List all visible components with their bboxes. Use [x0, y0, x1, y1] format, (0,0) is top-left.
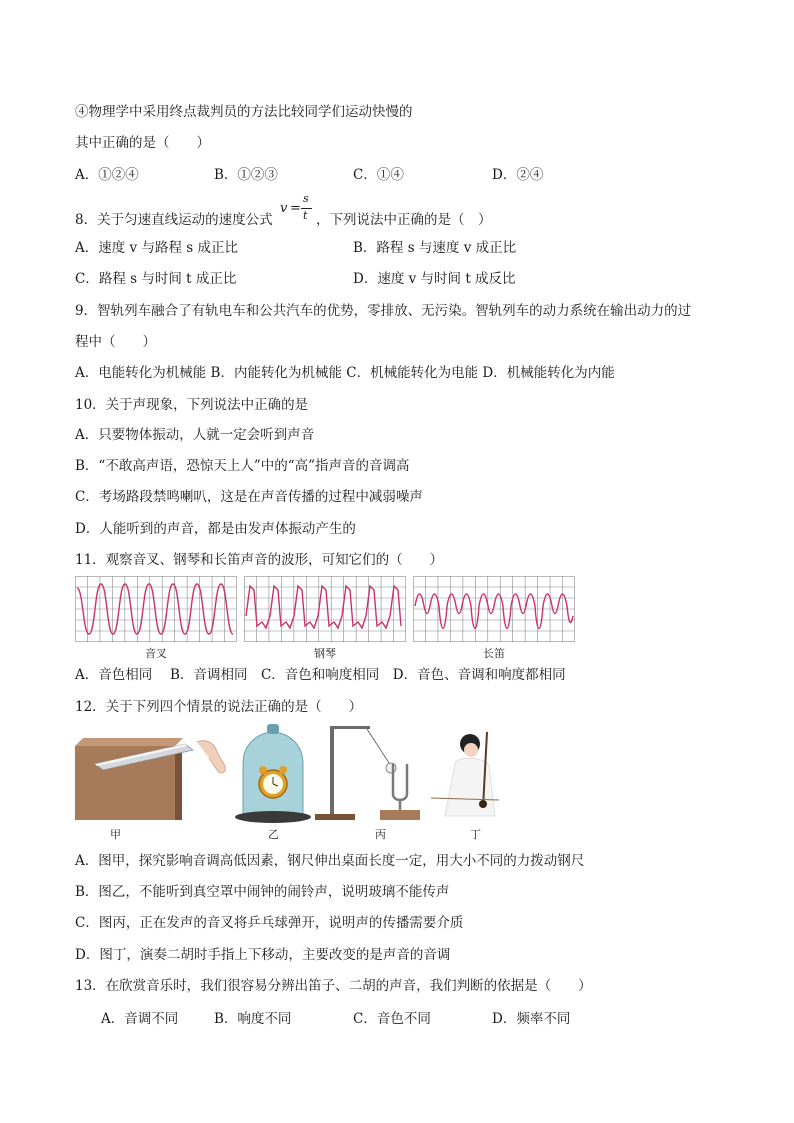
q10-stem: 10．关于声现象，下列说法中正确的是 [75, 397, 309, 413]
fig-label-yi: 乙 [268, 828, 279, 841]
waveform-trace [246, 586, 401, 628]
q7-option-d: D．②④ [492, 167, 544, 183]
q11-options: A．音色相同 B．音调相同 C．音色和响度相同 D．音色、音调和响度都相同 [75, 667, 566, 683]
fig-label-jia: 甲 [110, 828, 121, 841]
q7-item-4: ④物理学中采用终点裁判员的方法比较同学们运动快慢的 [75, 104, 413, 120]
q13-option-b: B．响度不同 [214, 1011, 292, 1027]
q10-option-a: A．只要物体振动，人就一定会听到声音 [75, 427, 315, 443]
q10-option-b: B．“不敢高声语，恐惊天上人”中的“高”指声音的音调高 [75, 458, 410, 474]
q8-option-b: B．路程 s 与速度 v 成正比 [353, 240, 517, 256]
fig-label-bing: 丙 [375, 828, 386, 841]
wave-label-flute: 长笛 [483, 647, 505, 660]
scene-erhu-player [431, 732, 499, 816]
q7-option-b: B．①②③ [214, 167, 278, 183]
q8-speed-formula [280, 192, 314, 226]
q8-stem-a: 8．关于匀速直线运动的速度公式 [75, 212, 273, 228]
q12-scenes-figure [75, 724, 515, 824]
formula-v: v [280, 201, 288, 216]
q13-option-c: C．音色不同 [353, 1011, 431, 1027]
q10-option-d: D．人能听到的声音，都是由发声体振动产生的 [75, 521, 356, 537]
q8-option-d: D．速度 v 与时间 t 成反比 [353, 271, 516, 287]
flute-waveform [413, 576, 575, 642]
formula-numerator: s [303, 192, 309, 205]
fig-label-ding: 丁 [470, 828, 481, 841]
tuning-fork-waveform [75, 576, 237, 642]
piano-waveform [244, 576, 406, 642]
q7-option-c: C．①④ [353, 167, 404, 183]
q12-option-a: A．图甲，探究影响音调高低因素，钢尺伸出桌面长度一定，用大小不同的力拨动钢尺 [75, 853, 585, 869]
scene-bell-jar [235, 724, 311, 823]
q13-option-d: D．频率不同 [492, 1011, 571, 1027]
q12-stem: 12．关于下列四个情景的说法正确的是（ ） [75, 699, 363, 715]
scene-ruler-table [75, 738, 225, 820]
q7-prompt: 其中正确的是（ ） [75, 135, 210, 151]
q8-option-c: C．路程 s 与时间 t 成正比 [75, 271, 237, 287]
q12-option-c: C．图丙，正在发声的音叉将乒乓球弹开，说明声的传播需要介质 [75, 915, 464, 931]
wave-label-piano: 钢琴 [314, 647, 336, 660]
q9-stem-1: 9．智轨列车融合了有轨电车和公共汽车的优势，零排放、无污染。智轨列车的动力系统在输出动力的过 [75, 303, 692, 319]
q11-stem: 11．观察音叉、钢琴和长笛声音的波形，可知它们的（ ） [75, 552, 444, 568]
q13-option-a: A．音调不同 [101, 1011, 179, 1027]
q10-option-c: C．考场路段禁鸣喇叭，这是在声音传播的过程中减弱噪声 [75, 489, 423, 505]
q12-option-d: D．图丁，演奏二胡时手指上下移动，主要改变的是声音的音调 [75, 947, 451, 963]
q9-options: A．电能转化为机械能 B．内能转化为机械能 C．机械能转化为电能 D．机械能转化为内能 [75, 365, 615, 381]
formula-denominator: t [303, 209, 308, 222]
q12-option-b: B．图乙，不能听到真空罩中闹钟的闹铃声，说明玻璃不能传声 [75, 884, 450, 900]
q8-stem-b: ，下列说法中正确的是（ ） [316, 212, 492, 228]
formula-eq: = [290, 201, 301, 216]
scene-tuning-fork [315, 726, 420, 820]
q9-stem-2: 程中（ ） [75, 334, 156, 350]
q13-stem: 13．在欣赏音乐时，我们很容易分辨出笛子、二胡的声音，我们判断的依据是（ ） [75, 978, 592, 994]
wave-label-tuning-fork: 音叉 [145, 647, 167, 660]
waveform-grid [244, 576, 406, 642]
q8-option-a: A．速度 v 与路程 s 成正比 [75, 240, 238, 256]
q7-option-a: A．①②④ [75, 167, 139, 183]
waveform-trace [415, 594, 573, 629]
